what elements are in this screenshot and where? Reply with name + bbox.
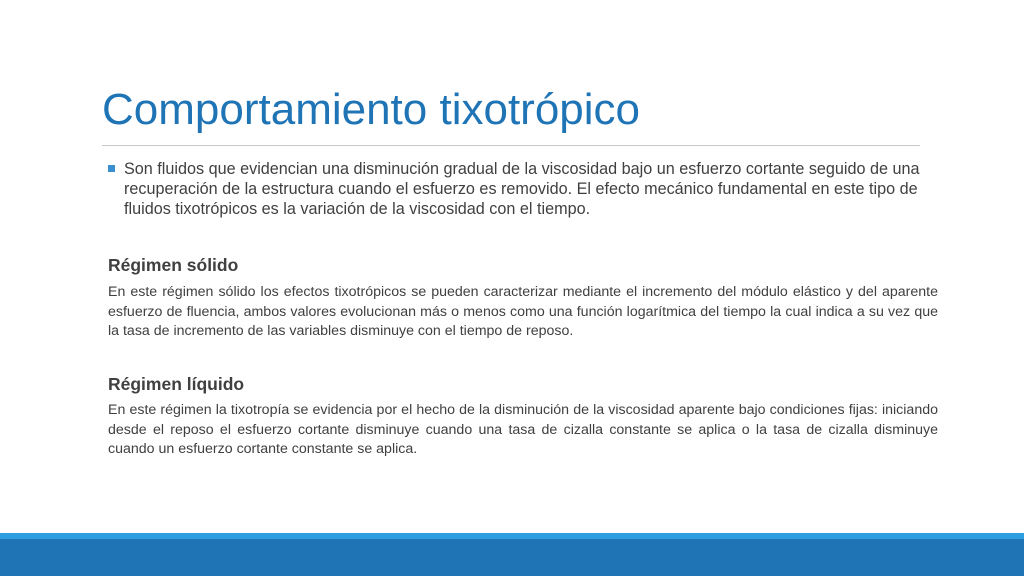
section-heading-liquid: Régimen líquido [108, 374, 245, 394]
bullet-text: Son fluidos que evidencian una disminución gradual de la viscosidad bajo un esfuerzo cortante seguido de una recuperación de la estructura cuando el esfuerzo es removido. El efecto mecánico fundamental en este tipo de fluidos tixotrópicos es la variación de la viscosidad con el tiempo. [124, 160, 920, 218]
section-text-solid: En este régimen sólido los efectos tixotrópicos se pueden caracterizar mediante el incremento del módulo elástico y del aparente esfuerzo de fluencia, ambos valores evolucionan más o menos como una función logarítmica del tiempo la cual indica a su vez que la tasa de incremento de las variables disminuye con el tiempo de reposo. [108, 284, 938, 339]
section-text-liquid: En este régimen la tixotropía se evidencia por el hecho de la disminución de la viscosidad aparente bajo condiciones fijas: iniciando desde el reposo el esfuerzo cortante disminuye cuando una tasa de cizalla constante se aplica o la tasa de cizalla disminuye cuando un esfuerzo cortante constante se aplica. [108, 402, 938, 457]
section-heading-solid: Régimen sólido [108, 255, 239, 275]
square-bullet-icon [108, 165, 115, 172]
slide-title: Comportamiento tixotrópico [102, 85, 641, 134]
bullet-item [108, 159, 938, 219]
footer-band [0, 539, 1024, 576]
title-divider [102, 145, 920, 146]
